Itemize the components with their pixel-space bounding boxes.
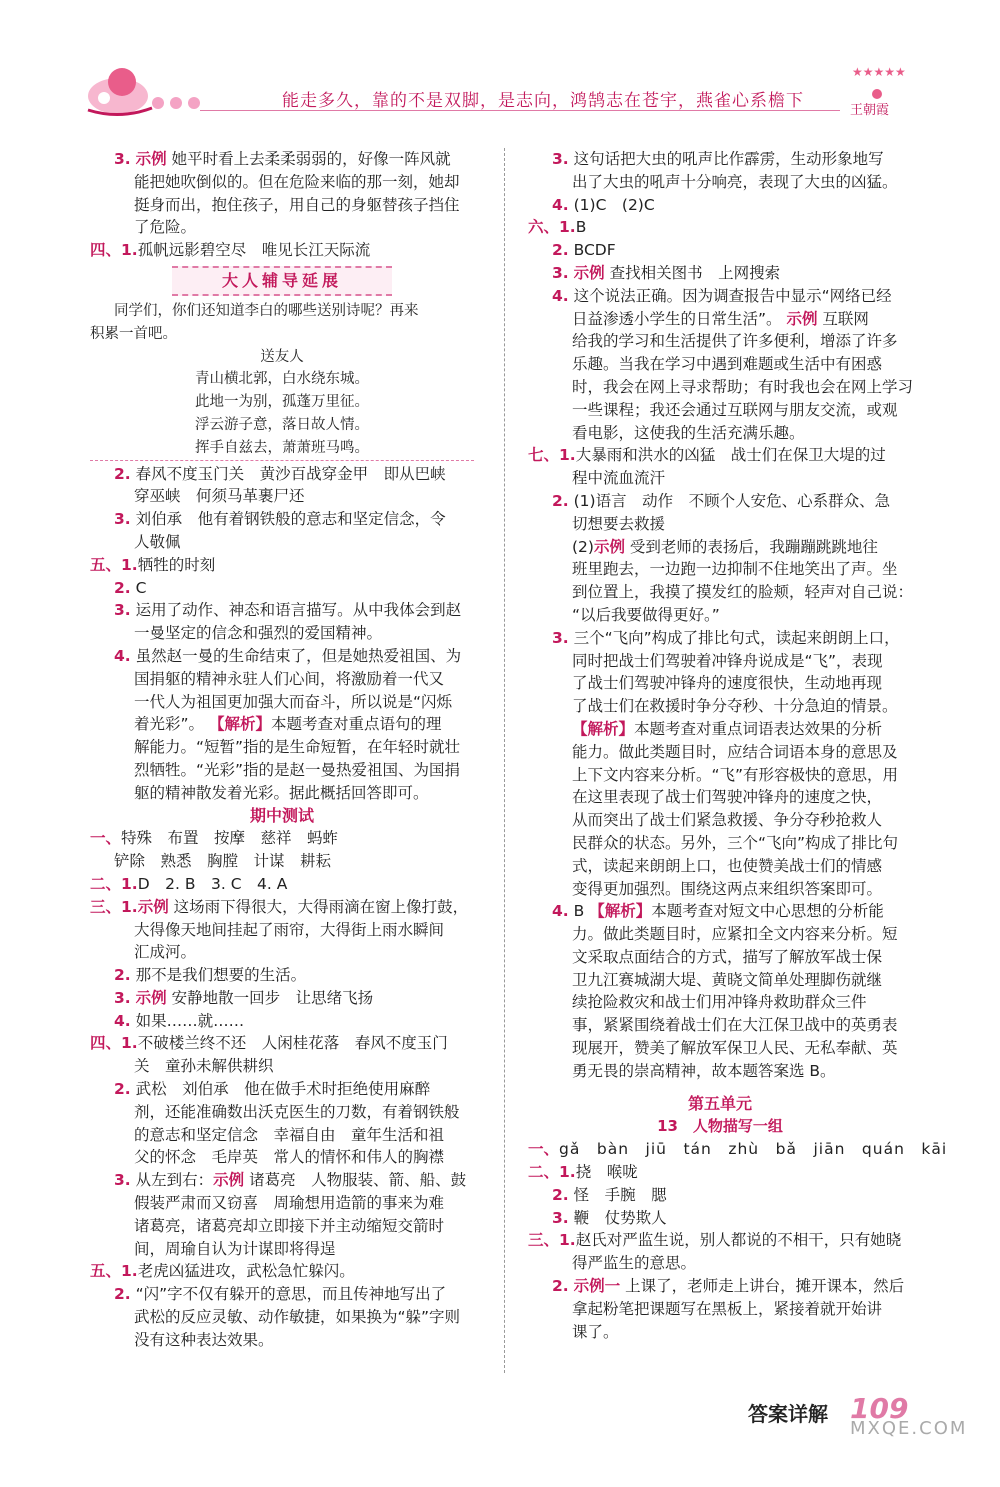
answer-line: 六、1.B [528,218,587,237]
answer-line: 一曼坚定的信念和强烈的爱国精神。 [134,624,383,643]
answer-line: 程中流血流汗 [572,469,666,488]
answer-line: 五、1.牺牲的时刻 [90,555,216,574]
answer-line: 父的怀念 毛岸英 常人的情怀和伟人的胸襟 [134,1148,445,1167]
answer-line: 4. 如果……就…… [114,1011,245,1030]
answer-line: 变得更加强烈。围绕这两点来组织答案即可。 [572,879,883,898]
answer-line: 3. 示例 查找相关图书 上网搜索 [552,263,781,282]
answer-line: 时，我会在网上寻求帮助；有时我也会在网上学习 [572,377,914,396]
answer-line: 4. 这个说法正确。因为调查报告中显示“网络已经 [552,286,892,305]
answer-line: 乐趣。当我在学习中遇到难题或生活中有困惑 [572,355,883,374]
answer-line: 续抢险救灾和战士们用冲锋舟救助群众三件 [572,993,867,1012]
answer-line: 一、gǎ bàn jiū tán zhù bǎ jiān quán kāi [528,1140,948,1159]
answer-line: (2)示例 受到老师的表扬后，我蹦蹦跳跳地往 [572,537,878,556]
answer-line: 躯的精神散发着光彩。据此概括回答即可。 [134,783,429,802]
answer-line: 2. “闪”字不仅有躲开的意思，而且传神地写出了 [114,1285,447,1304]
cartoon-logo-icon [80,58,160,118]
answer-line: 的意志和坚定信念 幸福自由 童年生活和祖 [134,1125,445,1144]
answer-line: 没有这种表达效果。 [134,1330,274,1349]
poem-line: 挥手自兹去，萧萧班马鸣。 [90,437,474,461]
answer-line: 能力。做此类题目时，应结合词语本身的意思及 [572,742,898,761]
answer-line: 同时把战士们驾驶着冲锋舟说成是“飞”，表现 [572,651,883,670]
answer-line: 出了大虫的吼声十分响亮，表现了大虫的凶猛。 [572,172,898,191]
answer-line: 民群众的状态。另外，三个“飞向”构成了排比句 [572,833,899,852]
answer-line: 七、1.大暴雨和洪水的凶猛 战士们在保卫大堤的过 [528,446,886,465]
answer-line: 烈牺牲。“光彩”指的是赵一曼热爱祖国、为国捐 [134,760,461,779]
answer-line: 一、特殊 布置 按摩 慈祥 蚂蚱 [90,829,339,848]
answer-line: 4. (1)C (2)C [552,195,655,214]
poem-line: 浮云游子意，落日故人情。 [195,416,369,433]
answer-line: 到位置上，我摸了摸发红的脸颊，轻声对自己说： [572,583,914,602]
column-divider [504,148,505,1373]
answer-line: 拿起粉笔把课题写在黑板上，紧接着就开始讲 [572,1299,883,1318]
svg-text:★★★★★: ★★★★★ [852,65,906,79]
answer-line: 现展开，赞美了解放军保卫人民、无私奉献、英 [572,1039,898,1058]
right-column [528,148,948,1343]
answer-line: 着光彩”。 【解析】本题考查对重点语句的理 [134,715,442,734]
left-column [90,148,474,1352]
answer-line: “以后我要做得更好。” [572,605,720,624]
parent-guide-banner: 大人辅导延展 [172,266,392,296]
answer-line: 看电影，这使我的生活充满乐趣。 [572,423,805,442]
answer-line: 式，读起来朗朗上口，也使赞美战士们的情感 [572,856,883,875]
answer-line: 人敬佩 [134,532,181,551]
answer-line: 武松的反应灵敏、动作敏捷，如果换为“躲”字则 [134,1308,461,1327]
poem-line: 青山横北郭，白水绕东城。 [195,371,369,388]
answer-line: 假装严肃而又窃喜 周瑜想用造箭的事来为难 [134,1194,445,1213]
header-motto: 能走多久，靠的不是双脚，是志向，鸿鹄志在苍宇，燕雀心系檐下 [282,91,804,111]
answer-line: 勇无畏的崇高精神，故本题答案选 B。 [572,1061,836,1080]
answer-line: 一些课程；我还会通过互联网与朋友交流，或观 [572,400,898,419]
answer-line: 二、1.挠 喉咙 [528,1163,638,1182]
answer-line: 切想要去救援 [572,514,666,533]
answer-line: 上下文内容来分析。“飞”有形容极快的意思，用 [572,765,899,784]
answer-line: 诸葛亮，诸葛亮却立即接下并主动缩短交箭时 [134,1216,445,1235]
answer-line: 3. 这句话把大虫的吼声比作霹雳，生动形象地写 [552,150,884,168]
answer-line: 3. 从左到右：示例 诸葛亮 人物服装、箭、船、鼓 [114,1171,467,1190]
answer-line: 二、1.D 2. B 3. C 4. A [90,874,288,893]
svg-text:王朝霞: 王朝霞 [850,103,890,118]
answer-line: 2. 怪 手腕 腮 [552,1185,667,1204]
answer-line: 4. 虽然赵一曼的生命结束了，但是她热爱祖国、为 [114,646,462,665]
answer-line: 四、1.孤帆远影碧空尽 唯见长江天际流 [90,241,371,260]
answer-line: 3. 刘伯承 他有着钢铁般的意志和坚定信念，令 [114,510,446,529]
answer-line: 穿巫峡 何须马革裹尸还 [134,487,305,506]
answer-line: 五、1.老虎凶猛进攻，武松急忙躲闪。 [90,1262,355,1281]
page-number: 109 [850,1392,909,1425]
answer-line: 班里跑去，一边跑一边抑制不住地笑出了声。坐 [572,560,898,579]
watermark: MXQE.COM [850,1418,968,1439]
answer-line: 课了。 [572,1322,619,1341]
answer-line: 三、1.示例 这场雨下得很大，大得雨滴在窗上像打鼓， [90,897,469,916]
decorative-dots [152,94,206,113]
answer-line: 3. 示例 安静地散一回步 让思绪飞扬 [114,988,374,1007]
note-line: 同学们，你们还知道李白的哪些送别诗呢？再来 [114,302,419,319]
answer-line: 能把她吹倒似的。但在危险来临的那一刻，她却 [134,172,460,191]
answer-line: 剂，还能准确数出沃克医生的刀数，有着钢铁般 [134,1102,460,1121]
answer-line: 2. 春风不度玉门关 黄沙百战穿金甲 即从巴峡 [114,464,446,483]
answer-line: 2. 那不是我们想要的生活。 [114,966,307,985]
answer-line: 汇成河。 [134,943,197,962]
answer-line: 给我的学习和生活提供了许多便利，增添了许多 [572,332,898,351]
answer-line: 解能力。“短暂”指的是生命短暂，在年轻时就壮 [134,738,461,757]
answer-line: 力。做此类题目时，应紧扣全文内容来分析。短 [572,925,898,944]
poem-title: 送友人 [260,348,304,365]
answer-line: 了危险。 [134,218,197,237]
midterm-title: 期中测试 [249,805,314,825]
answer-line: 事，紧紧围绕着战士们在大江保卫战中的英勇表 [572,1016,898,1035]
answer-line: 大得像天地间挂起了雨帘，大得街上雨水瞬间 [134,920,445,939]
answer-line: 【解析】本题考查对重点词语表达效果的分析 [572,719,883,738]
answer-line: 一代人为祖国更加强大而奋斗，所以说是“闪烁 [134,692,453,711]
brand-logo-icon [842,62,912,122]
answer-line: 2. 示例一 上课了，老师走上讲台，摊开课本，然后 [552,1277,905,1296]
answer-line: 卫九江赛城湖大堤、黄晓文简单处理脚伤就继 [572,970,883,989]
answer-line: 了战士们在救援时争分夺秒、十分急迫的情景。 [572,697,898,716]
answer-line: 2. BCDF [552,241,616,260]
answer-line: 四、1.不破楼兰终不还 人闲桂花落 春风不度玉门 [90,1034,448,1053]
answer-line: 2. 武松 刘伯承 他在做手术时拒绝使用麻醉 [114,1080,431,1099]
answer-line: 2. C [114,578,147,597]
unit-title: 第五单元 [687,1093,752,1113]
answer-line: 文采取点面结合的方式，描写了解放军战士保 [572,947,883,966]
answer-line: 三、1.赵氏对严监生说，别人都说的不相干，只有她晓 [528,1231,902,1250]
answer-line: 2. (1)语言 动作 不顾个人安危、心系群众、急 [552,491,891,510]
footer-label: 答案详解 [748,1402,828,1426]
answer-line: 3. 运用了动作、神态和语言描写。从中我体会到赵 [114,601,462,620]
answer-line: 3. 鞭 仗势欺人 [552,1208,667,1227]
answer-line: 在这里表现了战士们驾驶冲锋舟的速度之快， [572,788,883,807]
answer-line: 铲除 熟悉 胸膛 计谋 耕耘 [114,852,332,871]
answer-line: 4. B 【解析】本题考查对短文中心思想的分析能 [552,902,884,921]
answer-line: 从而突出了战士们紧急救援、争分夺秒抢救人 [572,811,883,830]
answer-line: 间，周瑜自认为计谋即将得逞 [134,1239,336,1258]
answer-line: 了战士们驾驶冲锋舟的速度很快，生动地再现 [572,674,883,693]
lesson-title: 13 人物描写一组 [657,1117,783,1136]
answer-line: 3. 示例 她平时看上去柔柔弱弱的，好像一阵风就 [114,150,451,168]
header-rule [200,110,840,111]
answer-line: 国捐躯的精神永驻人们心间，将激励着一代又 [134,669,445,688]
answer-line: 3. 三个“飞向”构成了排比句式，读起来朗朗上口， [552,628,900,647]
poem-line: 此地一为别，孤蓬万里征。 [195,394,369,411]
page-header [0,0,1000,130]
answer-line: 日益渗透小学生的日常生活”。 示例 互联网 [572,309,869,328]
answer-line: 挺身而出，抱住孩子，用自己的身躯替孩子挡住 [134,195,460,214]
answer-line: 关 童孙未解供耕织 [134,1057,274,1076]
answer-line: 得严监生的意思。 [572,1254,697,1273]
note-line: 积累一首吧。 [90,325,177,342]
